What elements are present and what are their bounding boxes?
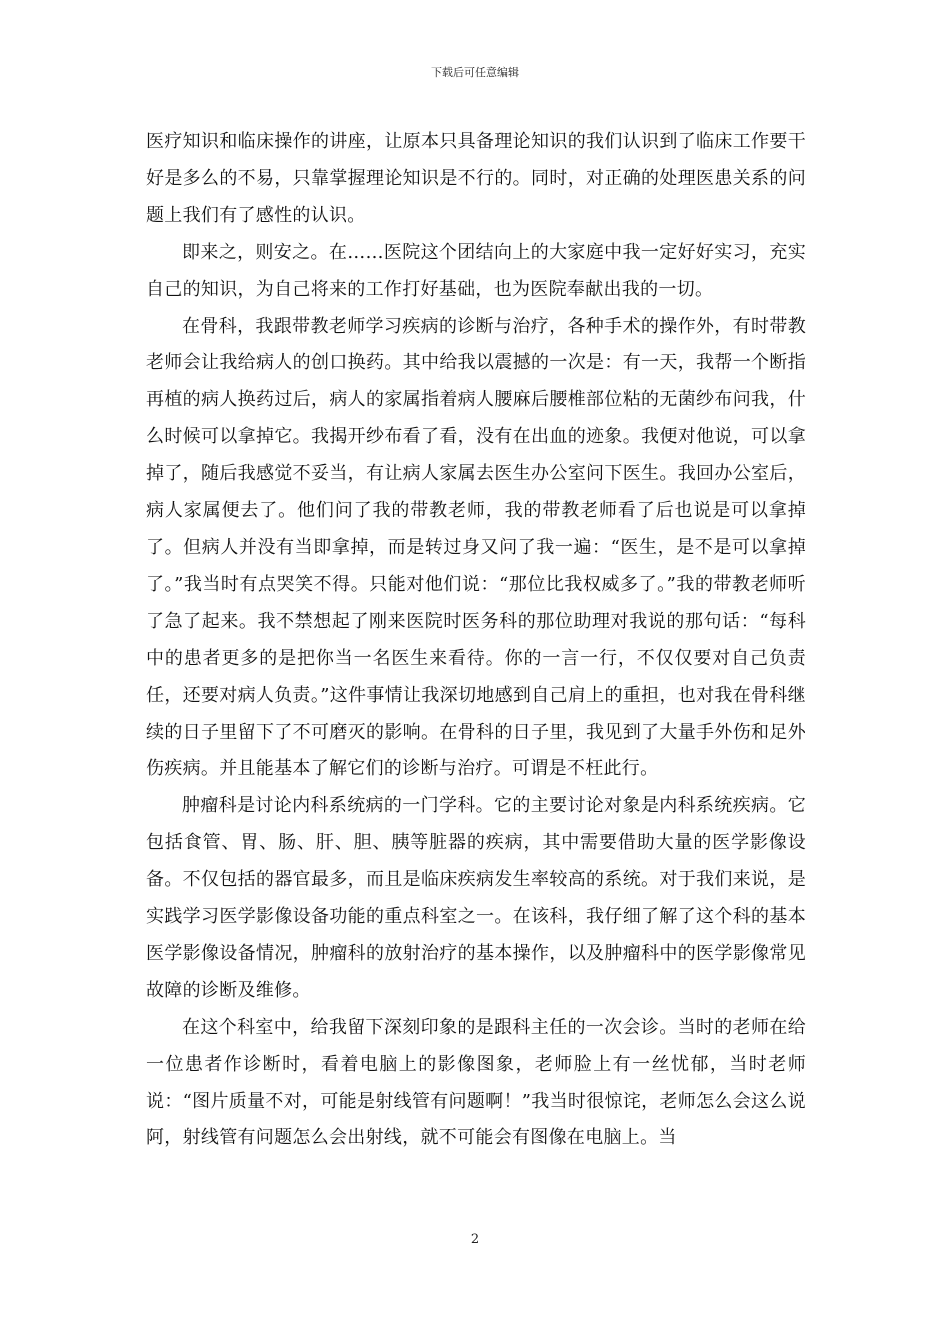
paragraph: 在骨科，我跟带教老师学习疾病的诊断与治疗，各种手术的操作外，有时带教老师会让我给病人的创口换药。其中给我以震撼的一次是：有一天，我帮一个断指再植的病人换药过后，病人的家属指着病人腰麻后腰椎部位粘的无菌纱布问我，什么时候可以拿掉它。我揭开纱布看了看，没有在出血的迹象。我便对他说，可以拿掉了，随后我感觉不妥当，有让病人家属去医生办公室问下医生。我回办公室后，病人家属便去了。他们问了我的带教老师，我的带教老师看了后也说是可以拿掉了。但病人并没有当即拿掉，而是转过身又问了我一遍：“医生，是不是可以拿掉了。”我当时有点哭笑不得。只能对他们说：“那位比我权威多了。”我的带教老师听了急了起来。我不禁想起了刚来医院时医务科的那位助理对我说的那句话：“每科中的患者更多的是把你当一名医生来看待。你的一言一行，不仅仅要对自己负责任，还要对病人负责。”这件事情让我深切地感到自己肩上的重担，也对我在骨科继续的日子里留下了不可磨灭的影响。在骨科的日子里，我见到了大量手外伤和足外伤疾病。并且能基本了解它们的诊断与治疗。可谓是不枉此行。 bbox=[146, 315, 806, 780]
paragraph-continued: 医疗知识和临床操作的讲座，让原本只具备理论知识的我们认识到了临床工作要干好是多么的不易，只靠掌握理论知识是不行的。同时，对正确的处理医患关系的问题上我们有了感性的认识。 bbox=[146, 131, 806, 226]
paragraph: 在这个科室中，给我留下深刻印象的是跟科主任的一次会诊。当时的老师在给一位患者作诊断时，看着电脑上的影像图象，老师脸上有一丝忧郁，当时老师说：“图片质量不对，可能是射线管有问题啊！”我当时很惊诧，老师怎么会这么说阿，射线管有问题怎么会出射线，就不可能会有图像在电脑上。当 bbox=[146, 1016, 806, 1149]
paragraph: 肿瘤科是讨论内科系统病的一门学科。它的主要讨论对象是内科系统疾病。它包括食管、胃、肠、肝、胆、胰等脏器的疾病，其中需要借助大量的医学影像设备。不仅包括的器官最多，而且是临床疾病发生率较高的系统。对于我们来说，是实践学习医学影像设备功能的重点科室之一。在该科，我仔细了解了这个科的基本医学影像设备情况，肿瘤科的放射治疗的基本操作，以及肿瘤科中的医学影像常见故障的诊断及维修。 bbox=[146, 795, 806, 1001]
document-body bbox=[146, 124, 806, 1157]
page-header: 下载后可任意编辑 bbox=[431, 66, 519, 79]
page-number: 2 bbox=[470, 1232, 480, 1247]
paragraph: 即来之，则安之。在……医院这个团结向上的大家庭中我一定好好实习，充实自己的知识，为自己将来的工作打好基础，也为医院奉献出我的一切。 bbox=[146, 241, 806, 300]
